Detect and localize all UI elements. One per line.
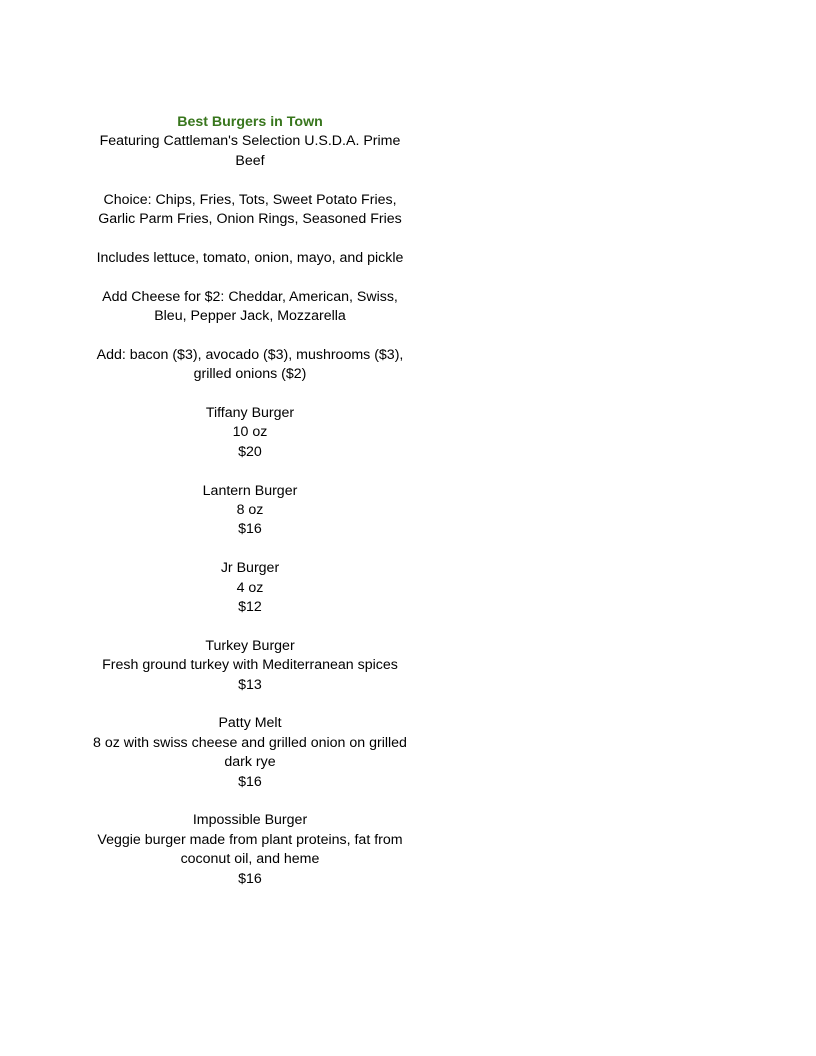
menu-item-impossible-burger: [90, 811, 410, 889]
spacer: [90, 617, 410, 636]
menu-item-price: $16: [238, 521, 262, 538]
spacer: [90, 229, 410, 248]
menu-title: Best Burgers in Town: [177, 114, 323, 130]
spacer: [90, 268, 410, 287]
menu-item-tiffany-burger: [90, 404, 410, 462]
spacer: [90, 326, 410, 345]
menu-item-name: Patty Melt: [218, 715, 282, 732]
menu-subtitle: Featuring Cattleman's Selection U.S.D.A. Prime Beef: [99, 133, 401, 169]
menu-item-price: $12: [238, 599, 262, 616]
burger-menu: [90, 113, 410, 889]
menu-item-detail: 8 oz with swiss cheese and grilled onion on grilled dark rye: [93, 734, 407, 771]
menu-item-lantern-burger: [90, 482, 410, 540]
spacer: [90, 171, 410, 190]
spacer: [90, 792, 410, 811]
menu-item-price: $20: [238, 443, 262, 460]
menu-item-turkey-burger: [90, 637, 410, 695]
spacer: [90, 540, 410, 559]
spacer: [90, 462, 410, 481]
menu-item-price: $16: [238, 870, 262, 887]
toppings-note: Includes lettuce, tomato, onion, mayo, and pickle: [96, 249, 404, 266]
spacer: [90, 385, 410, 404]
addons-note: Add: bacon ($3), avocado ($3), mushrooms ($3), grilled onions ($2): [96, 346, 404, 383]
menu-item-price: $16: [238, 773, 262, 790]
menu-item-name: Turkey Burger: [205, 637, 295, 654]
menu-item-detail: Fresh ground turkey with Mediterranean spices: [102, 657, 398, 674]
spacer: [90, 695, 410, 714]
menu-item-name: Impossible Burger: [192, 812, 308, 829]
menu-item-detail: 10 oz: [232, 424, 268, 441]
menu-item-price: $13: [238, 676, 262, 693]
menu-item-jr-burger: [90, 559, 410, 617]
cheese-note: Add Cheese for $2: Cheddar, American, Swiss, Bleu, Pepper Jack, Mozzarella: [102, 288, 398, 325]
menu-item-name: Lantern Burger: [202, 482, 298, 499]
side-choice-note: Choice: Chips, Fries, Tots, Sweet Potato Fries, Garlic Parm Fries, Onion Rings, Seasoned Fries: [98, 191, 402, 228]
menu-item-detail: 4 oz: [236, 579, 264, 596]
menu-item-detail: Veggie burger made from plant proteins, fat from coconut oil, and heme: [97, 831, 403, 868]
menu-item-patty-melt: [90, 714, 410, 792]
menu-item-detail: 8 oz: [236, 502, 264, 519]
menu-item-name: Jr Burger: [220, 560, 280, 577]
menu-item-name: Tiffany Burger: [205, 405, 295, 422]
